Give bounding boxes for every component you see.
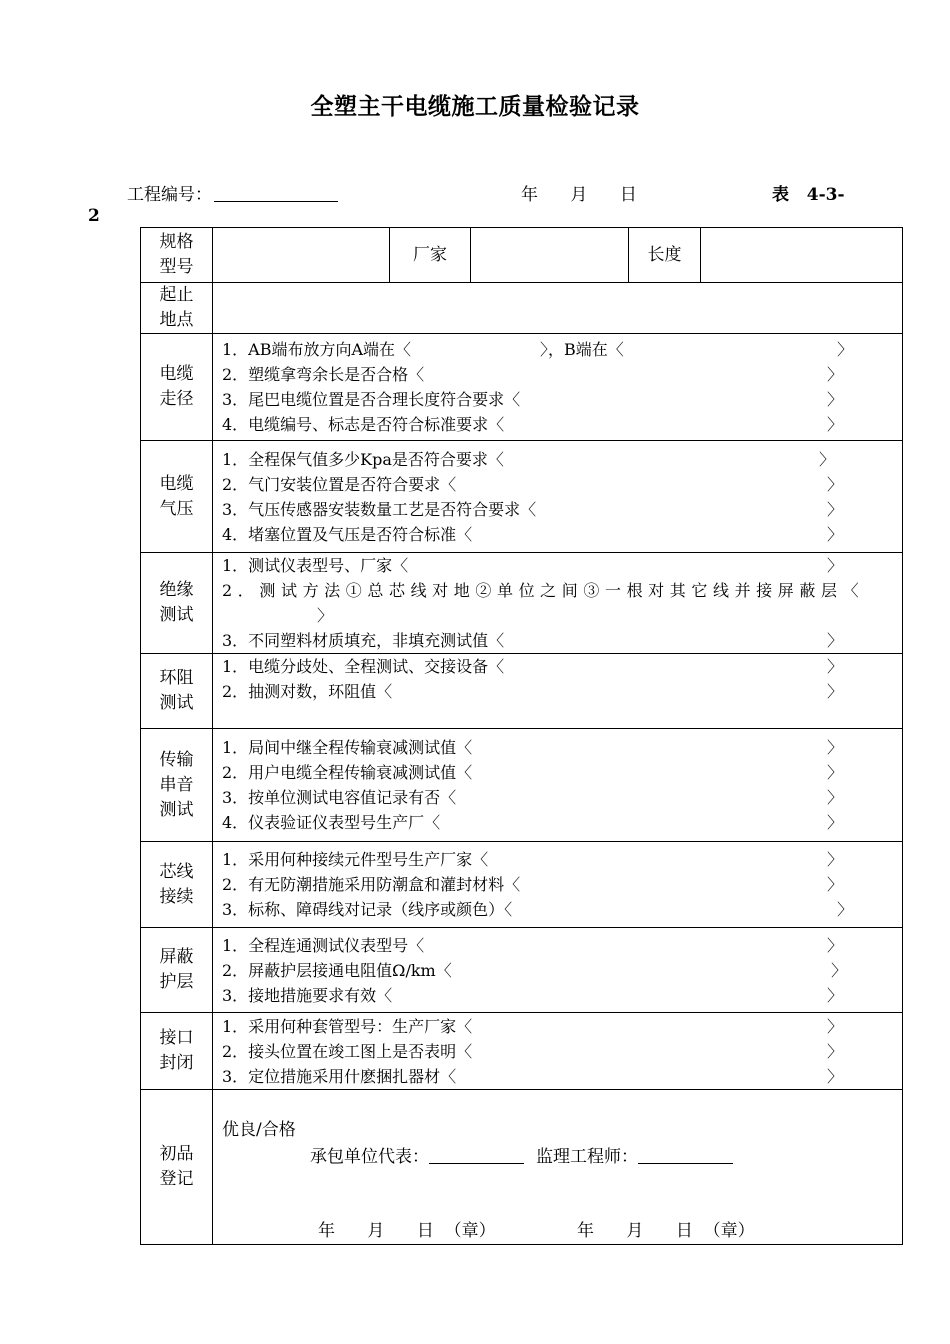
check-item[interactable] — [222, 760, 902, 785]
section-row-shield-sheath — [141, 928, 903, 1013]
section-label-line: 护层 — [159, 972, 194, 992]
section-content — [213, 654, 903, 729]
section-content — [213, 1013, 903, 1090]
section-row-initial-registration — [141, 1090, 903, 1245]
check-item[interactable] — [222, 654, 902, 679]
check-item-text: 3．定位措施采用什麽捆扎器材〈 — [222, 1066, 457, 1086]
section-label-line: 测试 — [159, 693, 194, 713]
section-label-line: 气压 — [159, 498, 194, 519]
length-value-cell[interactable] — [701, 228, 903, 283]
section-content — [213, 553, 903, 654]
spec-value-cell[interactable] — [213, 228, 390, 283]
table-number-suffix: 2 — [88, 206, 100, 226]
close-bracket: 〉 — [827, 763, 844, 782]
section-label-line: 测试 — [159, 799, 194, 820]
supervisor-date: 年 月 日 （章） — [577, 1221, 755, 1241]
check-item-text: 3．标称、障碍线对记录（线序或颜色）〈 — [222, 900, 513, 919]
section-content — [213, 842, 903, 928]
section-content — [213, 441, 903, 553]
section-label-line: 环阻 — [159, 668, 194, 688]
check-item-text: 1．AB端布放方向A端在〈 — [222, 340, 412, 359]
check-item-text: 2．屏蔽护层接通电阻值Ω/km〈 — [222, 960, 452, 980]
start-end-label-line: 地点 — [159, 310, 194, 330]
section-row-joint-sealing — [141, 1013, 903, 1090]
start-end-row — [141, 283, 903, 334]
section-content — [213, 729, 903, 842]
check-item[interactable] — [222, 522, 902, 547]
supervisor-label: 监理工程师： — [536, 1147, 638, 1167]
check-item-text: 3．按单位测试电容值记录有否〈 — [222, 788, 457, 807]
close-bracket: 〉 — [827, 556, 844, 575]
check-item-text: 4．电缆编号、标志是否符合标准要求〈 — [222, 415, 505, 434]
section-label — [141, 654, 213, 729]
table-number-prefix: 表 — [772, 185, 789, 205]
check-item-text: 2．抽测对数，环阻值〈 — [222, 682, 393, 701]
check-item[interactable] — [222, 983, 902, 1008]
close-bracket: 〉 — [827, 1041, 844, 1061]
close-bracket: 〉 — [827, 1066, 844, 1086]
close-bracket: 〉 — [837, 900, 854, 919]
check-item[interactable] — [222, 872, 902, 897]
close-bracket: 〉 — [827, 524, 844, 544]
section-row-transmission-crosstalk — [141, 729, 903, 842]
spec-row — [141, 228, 903, 283]
check-item-text: 1．采用何种套管型号：生产厂家〈 — [222, 1016, 473, 1036]
check-item-mid: 〉，B端在〈 — [540, 340, 624, 359]
section-label-line: 接口 — [159, 1028, 194, 1048]
section-content — [213, 928, 903, 1013]
close-bracket: 〉 — [819, 449, 836, 469]
project-number-row — [127, 180, 338, 205]
document-title: 全塑主干电缆施工质量检验记录 — [310, 94, 640, 120]
close-bracket: 〉 — [827, 390, 844, 409]
section-label — [141, 842, 213, 928]
section-label-line: 封闭 — [159, 1053, 194, 1073]
check-item-text: 1．局间中继全程传输衰减测试值〈 — [222, 738, 473, 757]
check-item-continuation — [222, 603, 902, 628]
section-label-line: 测试 — [159, 605, 194, 625]
section-label-line: 电缆 — [159, 364, 194, 384]
close-bracket: 〉 — [827, 813, 844, 832]
check-item-text: 3．不同塑料材质填充，非填充测试值〈 — [222, 631, 505, 650]
close-bracket: 〉 — [831, 960, 848, 980]
close-bracket: 〉 — [827, 415, 844, 434]
check-item-text: 4．仪表验证仪表型号生产厂〈 — [222, 813, 441, 832]
section-label-line: 电缆 — [159, 473, 194, 494]
close-bracket: 〉 — [827, 1016, 844, 1036]
grade-text: 优良/合格 — [222, 1120, 296, 1140]
header-date: 年 月 日 — [521, 185, 637, 205]
section-label — [141, 1013, 213, 1090]
check-item-text: 2．接头位置在竣工图上是否表明〈 — [222, 1041, 473, 1061]
section-label-line: 走径 — [159, 389, 194, 409]
section-label-line: 绝缘 — [159, 580, 194, 600]
check-item-text: 1．电缆分歧处、全程测试、交接设备〈 — [222, 657, 505, 676]
section-label — [141, 1090, 213, 1245]
check-item[interactable] — [222, 897, 902, 922]
section-label — [141, 553, 213, 654]
check-item[interactable] — [222, 337, 902, 362]
section-label — [141, 729, 213, 842]
check-item[interactable] — [222, 1064, 902, 1089]
supervisor-signature-blank[interactable] — [638, 1149, 733, 1164]
section-content — [213, 334, 903, 441]
check-item[interactable] — [222, 933, 902, 958]
section-label-line: 初品 — [159, 1144, 194, 1164]
close-bracket: 〉 — [827, 738, 844, 757]
check-item[interactable] — [222, 1039, 902, 1064]
check-item-text: 1．全程连通测试仪表型号〈 — [222, 935, 425, 955]
check-item-text: 1．测试仪表型号、厂家〈 — [222, 556, 409, 575]
close-bracket: 〉 — [827, 657, 844, 676]
check-item[interactable] — [222, 1014, 902, 1039]
check-item[interactable] — [222, 553, 902, 578]
check-item[interactable] — [222, 847, 902, 872]
close-bracket: 〉 — [837, 340, 854, 359]
check-item-text: 2．塑缆拿弯余长是否合格〈 — [222, 365, 425, 384]
contractor-date: 年 月 日 （章） — [318, 1221, 496, 1241]
check-item-text: 3．气压传感器安装数量工艺是否符合要求〈 — [222, 499, 537, 519]
section-label-line: 屏蔽 — [159, 947, 194, 967]
section-row-cable-route — [141, 334, 903, 441]
section-label-line: 串音 — [159, 774, 194, 795]
section-row-insulation-test — [141, 553, 903, 654]
spec-label-line: 规格 — [159, 232, 194, 252]
project-number-label: 工程编号： — [127, 185, 212, 205]
check-item-text: 4．堵塞位置及气压是否符合标准〈 — [222, 524, 473, 544]
close-bracket: 〉 — [827, 474, 844, 494]
check-item-text: 2．气门安装位置是否符合要求〈 — [222, 474, 457, 494]
check-item[interactable] — [222, 447, 902, 472]
section-row-core-splicing — [141, 842, 903, 928]
check-item[interactable] — [222, 810, 902, 835]
registration-content — [213, 1090, 903, 1245]
check-item[interactable] — [222, 387, 902, 412]
inspection-table — [140, 227, 903, 1245]
section-label-line: 接续 — [159, 886, 194, 907]
check-item[interactable] — [222, 362, 902, 387]
signature-row — [310, 1142, 733, 1167]
section-row-loop-resistance — [141, 654, 903, 729]
check-item[interactable] — [222, 679, 902, 704]
check-item-text: 3．尾巴电缆位置是否合理长度符合要求〈 — [222, 390, 521, 409]
length-label: 长度 — [629, 228, 701, 283]
table-number — [772, 180, 845, 205]
section-label-line: 登记 — [159, 1169, 194, 1189]
close-bracket: 〉 — [317, 606, 334, 625]
check-item-text: 2．测试方法①总芯线对地②单位之间③一根对其它线并接屏蔽层〈 — [222, 581, 865, 600]
check-item-text: 1．采用何种接续元件型号生产厂家〈 — [222, 850, 489, 869]
close-bracket: 〉 — [827, 985, 844, 1005]
check-item[interactable] — [222, 958, 902, 983]
section-label — [141, 441, 213, 553]
table-number-a: 4-3- — [806, 185, 845, 205]
check-item[interactable] — [222, 412, 902, 437]
check-item-text: 2．用户电缆全程传输衰减测试值〈 — [222, 763, 473, 782]
close-bracket: 〉 — [827, 499, 844, 519]
manufacturer-label: 厂家 — [390, 228, 471, 283]
registration-area — [222, 1090, 902, 1243]
start-end-value-cell[interactable] — [213, 283, 903, 334]
check-item[interactable] — [222, 472, 902, 497]
close-bracket: 〉 — [827, 850, 844, 869]
manufacturer-value-cell[interactable] — [471, 228, 629, 283]
close-bracket: 〉 — [827, 935, 844, 955]
check-item[interactable] — [222, 628, 902, 653]
close-bracket: 〉 — [827, 682, 844, 701]
check-item[interactable] — [222, 785, 902, 810]
contractor-signature-blank[interactable] — [429, 1149, 524, 1164]
check-item[interactable] — [222, 578, 902, 603]
project-number-blank[interactable] — [214, 187, 338, 202]
close-bracket: 〉 — [827, 788, 844, 807]
spec-label — [141, 228, 213, 283]
start-end-label — [141, 283, 213, 334]
check-item-text: 2．有无防潮措施采用防潮盒和灌封材料〈 — [222, 875, 521, 894]
spec-label-line: 型号 — [159, 257, 194, 277]
section-label-line: 芯线 — [159, 861, 194, 882]
start-end-label-line: 起止 — [159, 285, 194, 305]
contractor-label: 承包单位代表： — [310, 1147, 429, 1167]
check-item[interactable] — [222, 735, 902, 760]
check-item[interactable] — [222, 497, 902, 522]
section-label — [141, 928, 213, 1013]
section-row-cable-pressure — [141, 441, 903, 553]
check-item-text: 1．全程保气值多少Kpa是否符合要求〈 — [222, 449, 504, 469]
close-bracket: 〉 — [827, 365, 844, 384]
section-label — [141, 334, 213, 441]
section-label-line: 传输 — [159, 749, 194, 770]
check-item-text: 3．接地措施要求有效〈 — [222, 985, 393, 1005]
close-bracket: 〉 — [827, 631, 844, 650]
close-bracket: 〉 — [827, 875, 844, 894]
